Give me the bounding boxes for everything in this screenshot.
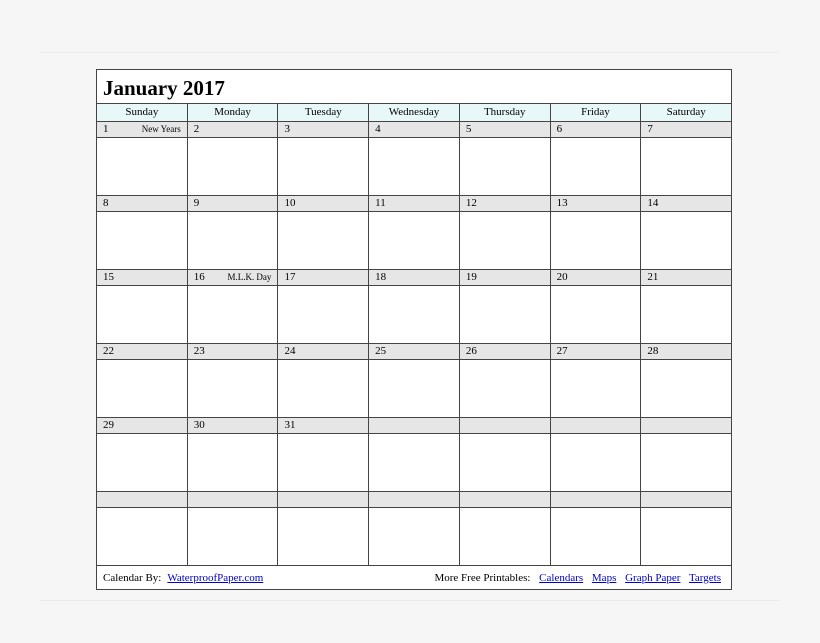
- day-number-cell: [188, 122, 279, 137]
- day-number-cell: [551, 418, 642, 433]
- day-cell: [460, 286, 551, 343]
- day-cell: [278, 434, 369, 491]
- calendar-title: January 2017: [103, 76, 225, 100]
- day-number: 29: [103, 419, 114, 431]
- weekday-header: Friday: [551, 104, 642, 121]
- day-number-cell: [188, 196, 279, 211]
- day-cell: [641, 212, 731, 269]
- day-cell: [188, 360, 279, 417]
- graph-paper-link[interactable]: Graph Paper: [625, 572, 681, 584]
- week-row: [97, 418, 731, 492]
- day-number: 4: [375, 123, 381, 135]
- day-cell: [369, 212, 460, 269]
- day-number-cell: [551, 344, 642, 359]
- calendars-link[interactable]: Calendars: [539, 572, 584, 584]
- calendar-sheet: [96, 69, 732, 590]
- day-number-cell: [188, 418, 279, 433]
- day-number: 20: [556, 271, 568, 283]
- day-number: 10: [284, 197, 296, 209]
- day-cell: [188, 434, 279, 491]
- day-number-cell: [551, 122, 642, 137]
- day-number-cell: [460, 492, 551, 507]
- day-number-cell: [460, 344, 551, 359]
- date-number-row: [97, 270, 731, 286]
- weekday-header: Wednesday: [369, 104, 460, 121]
- day-cell: [551, 286, 642, 343]
- day-number: 12: [465, 197, 477, 209]
- day-cell: [551, 434, 642, 491]
- day-number-cell: [641, 418, 731, 433]
- day-number-cell: [97, 270, 188, 285]
- background-line: [40, 600, 780, 601]
- week-row: [97, 270, 731, 344]
- day-number: 3: [284, 123, 290, 135]
- day-cell: [188, 212, 279, 269]
- day-number-cell: [551, 270, 642, 285]
- weekday-header: Monday: [188, 104, 279, 121]
- calendar-grid: [97, 103, 731, 566]
- day-cell: [460, 434, 551, 491]
- day-number: 31: [284, 419, 296, 431]
- day-number: 19: [465, 271, 477, 283]
- day-number: 1: [103, 123, 109, 135]
- day-number-cell: [641, 492, 731, 507]
- targets-link[interactable]: Targets: [688, 572, 721, 584]
- day-number: 13: [556, 197, 568, 209]
- day-cell: [369, 508, 460, 565]
- day-number-cell: [460, 122, 551, 137]
- day-number: 15: [103, 271, 114, 283]
- day-cell: [551, 138, 642, 195]
- day-number: 8: [103, 197, 109, 209]
- day-cell: [460, 360, 551, 417]
- background-line: [40, 52, 780, 53]
- day-number-cell: [551, 492, 642, 507]
- day-number: 9: [193, 197, 200, 209]
- day-cell: [641, 138, 731, 195]
- day-cell: [641, 434, 731, 491]
- day-number-cell: [278, 196, 369, 211]
- day-cell: [278, 360, 369, 417]
- day-number-cell: [278, 344, 369, 359]
- day-number: 2: [193, 123, 200, 135]
- day-cell: [97, 508, 188, 565]
- day-cell: [97, 212, 188, 269]
- day-number: 23: [193, 345, 205, 357]
- day-number: 14: [647, 197, 659, 209]
- day-number: 21: [647, 271, 659, 283]
- day-cell: [641, 508, 731, 565]
- day-number: 30: [193, 419, 205, 431]
- day-cell: [278, 508, 369, 565]
- day-number: 16: [193, 271, 205, 283]
- day-number-cell: [641, 122, 731, 137]
- day-number-cell: [460, 270, 551, 285]
- day-number: 5: [465, 123, 472, 135]
- day-number: 28: [647, 345, 659, 357]
- day-number-cell: [369, 492, 460, 507]
- date-number-row: [97, 344, 731, 360]
- day-number-cell: [278, 492, 369, 507]
- day-cell: [460, 508, 551, 565]
- holiday-label: M.L.K. Day: [227, 272, 272, 282]
- day-cell: [188, 286, 279, 343]
- day-cell: [460, 138, 551, 195]
- day-cell: [278, 286, 369, 343]
- more-printables-label: More Free Printables:: [434, 572, 531, 584]
- footer-printables: [434, 567, 721, 589]
- day-cell: [551, 508, 642, 565]
- waterproofpaper-link[interactable]: WaterproofPaper.com: [167, 572, 264, 584]
- day-number-cell: [278, 122, 369, 137]
- footer: [97, 567, 731, 589]
- day-number-cell: [188, 344, 279, 359]
- day-number: 6: [556, 123, 563, 135]
- date-number-row: [97, 196, 731, 212]
- day-number: 11: [375, 197, 386, 209]
- day-cell: [188, 508, 279, 565]
- day-cell: [278, 138, 369, 195]
- day-number-cell: [97, 344, 188, 359]
- day-body-row: [97, 508, 731, 565]
- weekday-header: Thursday: [460, 104, 551, 121]
- date-number-row: [97, 418, 731, 434]
- day-number-cell: [641, 196, 731, 211]
- day-number: 7: [647, 123, 653, 135]
- footer-credit: [103, 567, 263, 589]
- day-number-cell: [278, 418, 369, 433]
- day-number-cell: [97, 492, 188, 507]
- week-row: [97, 122, 731, 196]
- day-cell: [97, 286, 188, 343]
- day-cell: [97, 434, 188, 491]
- day-number-cell: [641, 344, 731, 359]
- day-number-cell: [188, 492, 279, 507]
- day-cell: [97, 360, 188, 417]
- day-cell: [369, 286, 460, 343]
- day-number: 22: [103, 345, 114, 357]
- day-number-cell: [460, 196, 551, 211]
- date-number-row: [97, 492, 731, 508]
- day-cell: [460, 212, 551, 269]
- day-cell: [641, 360, 731, 417]
- day-number-cell: [369, 418, 460, 433]
- day-cell: [369, 360, 460, 417]
- day-cell: [551, 212, 642, 269]
- day-number: 27: [556, 345, 568, 357]
- day-number: 26: [465, 345, 477, 357]
- day-number: 18: [375, 271, 387, 283]
- day-cell: [641, 286, 731, 343]
- week-row: [97, 344, 731, 418]
- weekday-header: Saturday: [641, 104, 731, 121]
- day-number-cell: [369, 122, 460, 137]
- weekday-header: Tuesday: [278, 104, 369, 121]
- day-number-cell: [97, 122, 188, 137]
- day-number-cell: [97, 418, 188, 433]
- day-body-row: [97, 286, 731, 343]
- day-number-cell: [278, 270, 369, 285]
- weekday-header: Sunday: [97, 104, 188, 121]
- day-cell: [188, 138, 279, 195]
- maps-link[interactable]: Maps: [591, 572, 617, 584]
- day-number: 25: [375, 345, 387, 357]
- day-cell: [278, 212, 369, 269]
- day-number: 17: [284, 271, 296, 283]
- day-body-row: [97, 434, 731, 491]
- day-number-cell: [369, 344, 460, 359]
- weekday-header-row: [97, 104, 731, 122]
- day-cell: [369, 138, 460, 195]
- day-number-cell: [641, 270, 731, 285]
- day-number: 24: [284, 345, 296, 357]
- day-body-row: [97, 138, 731, 195]
- date-number-row: [97, 122, 731, 138]
- day-body-row: [97, 212, 731, 269]
- day-number-cell: [97, 196, 188, 211]
- day-cell: [551, 360, 642, 417]
- day-number-cell: [369, 196, 460, 211]
- day-number-cell: [188, 270, 279, 285]
- holiday-label: New Years: [141, 124, 181, 134]
- week-row: [97, 492, 731, 566]
- credit-label: Calendar By:: [103, 572, 162, 584]
- day-body-row: [97, 360, 731, 417]
- weeks-container: [97, 122, 731, 566]
- week-row: [97, 196, 731, 270]
- day-cell: [97, 138, 188, 195]
- day-number-cell: [369, 270, 460, 285]
- day-number-cell: [460, 418, 551, 433]
- day-cell: [369, 434, 460, 491]
- day-number-cell: [551, 196, 642, 211]
